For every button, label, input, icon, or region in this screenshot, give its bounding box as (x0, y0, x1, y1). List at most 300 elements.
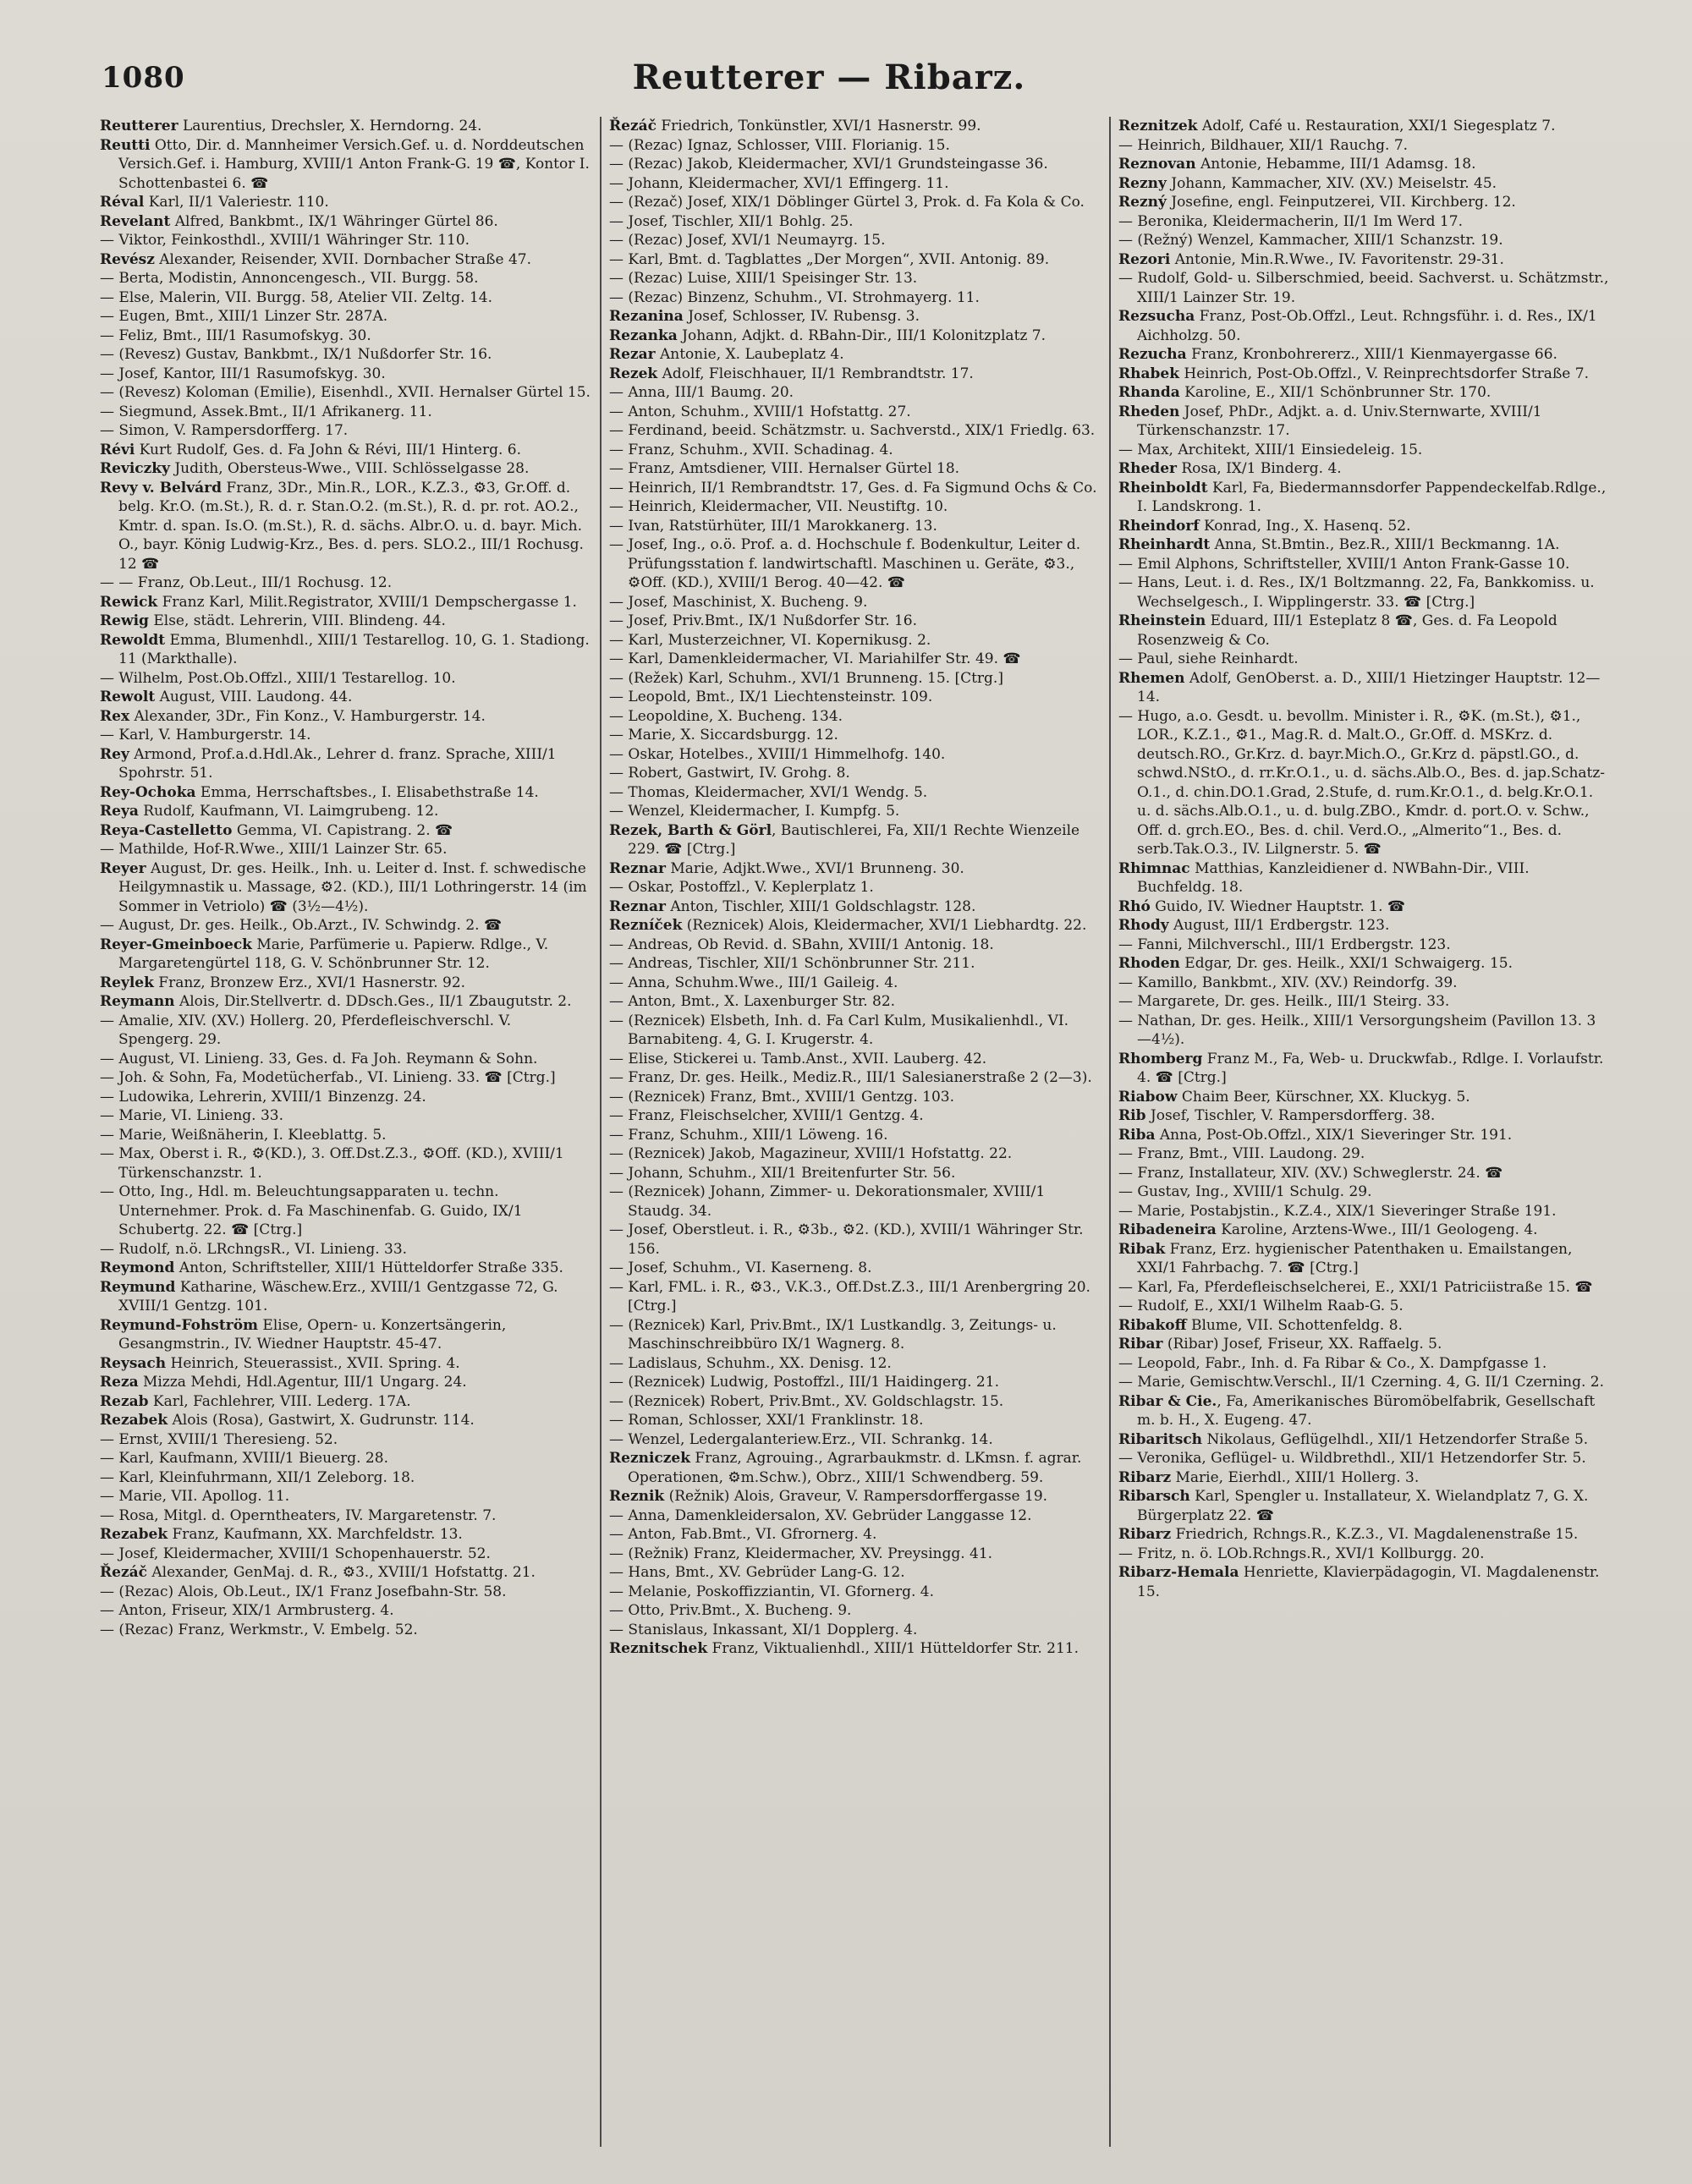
entry-surname: Reymann (100, 993, 175, 1010)
entry-details: — Andreas, Tischler, XII/1 Schönbrunner Str. 211. (609, 955, 975, 972)
entry-details: — (Revesz) Gustav, Bankbmt., IX/1 Nußdorfer Str. 16. (100, 346, 492, 363)
directory-entry (100, 1088, 591, 1107)
entry-surname: Rezanka (609, 327, 678, 344)
directory-entry (609, 1506, 1100, 1526)
entry-details: Anton, Schriftsteller, XIII/1 Hütteldorfer Straße 335. (174, 1259, 563, 1276)
entry-surname: Ribar & Cie. (1118, 1392, 1217, 1410)
entry-details: — (Režný) Wenzel, Kammacher, XIII/1 Schanzstr. 19. (1118, 232, 1503, 249)
directory-entry (1118, 117, 1609, 136)
entry-details: — Feliz, Bmt., III/1 Rasumofskyg. 30. (100, 327, 371, 344)
entry-surname: Rezníček (609, 917, 683, 934)
directory-entry (100, 193, 591, 212)
entry-details: Josef, Tischler, V. Rampersdorfferg. 38. (1145, 1107, 1436, 1124)
entry-surname: Rex (100, 707, 130, 725)
entry-details: — Franz, Schuhm., XIII/1 Löweng. 16. (609, 1126, 888, 1144)
directory-entry (100, 573, 591, 593)
entry-details: — (Rezac) Josef, XVI/1 Neumayrg. 15. (609, 232, 886, 249)
entry-details: Laurentius, Drechsler, X. Herndorng. 24. (178, 118, 482, 134)
entry-details: Johann, Kammacher, XIV. (XV.) Meiselstr. 45. (1166, 174, 1497, 192)
directory-entry (100, 1449, 591, 1468)
directory-entry (1118, 250, 1609, 270)
entry-details: Antonie, Hebamme, III/1 Adamsg. 18. (1195, 156, 1476, 173)
entry-details: — Wilhelm, Post.Ob.Offzl., XIII/1 Testarellog. 10. (100, 669, 456, 687)
entry-details: Edgar, Dr. ges. Heilk., XXI/1 Schwaigerg. 15. (1179, 955, 1513, 972)
entry-details: — Fanni, Milchverschl., III/1 Erdbergstr. 123. (1118, 936, 1451, 953)
entry-surname: Rib (1118, 1107, 1146, 1124)
entry-details: Marie, Parfümerie u. Papierw. Rdlge., V. Margaretengürtel 118, G. V. Schönbrunner Str. 12. (118, 936, 549, 972)
entry-details: Else, städt. Lehrerin, VIII. Blindeng. 44. (148, 612, 446, 629)
entry-details: — Stanislaus, Inkassant, XI/1 Dopplerg. 4. (609, 1621, 918, 1638)
directory-entry (609, 878, 1100, 897)
entry-surname: Revész (100, 250, 155, 268)
entry-details: — Johann, Schuhm., XII/1 Breitenfurter Str. 56. (609, 1164, 956, 1182)
entry-details: Josef, Schlosser, IV. Rubensg. 3. (683, 308, 920, 325)
entry-details: Chaim Beer, Kürschner, XX. Kluckyg. 5. (1177, 1088, 1470, 1106)
entry-surname: Rheden (1118, 403, 1180, 420)
directory-entry (1118, 1240, 1609, 1278)
entry-details: — Franz, Amtsdiener, VIII. Hernalser Gürtel 18. (609, 460, 960, 477)
entry-surname: Reznar (609, 897, 666, 915)
directory-entry (100, 1126, 591, 1145)
directory-entry (609, 802, 1100, 821)
directory-entry (100, 936, 591, 974)
entry-surname: Revelant (100, 212, 171, 230)
directory-entry (100, 345, 591, 365)
directory-entry (100, 1411, 591, 1430)
directory-entry (609, 1354, 1100, 1374)
entry-details: — (Reznicek) Jakob, Magazineur, XVIII/1 Hofstattg. 22. (609, 1145, 1013, 1162)
directory-entry (1118, 174, 1609, 194)
directory-entry (609, 383, 1100, 403)
directory-entry (100, 117, 591, 136)
entry-details: Alois (Rosa), Gastwirt, X. Gudrunstr. 114. (168, 1412, 475, 1429)
entry-details: — Rudolf, E., XXI/1 Wilhelm Raab-G. 5. (1118, 1298, 1404, 1314)
directory-entry (1118, 1221, 1609, 1240)
entry-surname: Reznik (609, 1488, 665, 1505)
entry-surname: Rhoden (1118, 955, 1180, 972)
directory-entry (1118, 1088, 1609, 1107)
entry-details: — (Rezac) Jakob, Kleidermacher, XVI/1 Grundsteingasse 36. (609, 156, 1048, 173)
entry-surname: Řezáč (609, 118, 656, 134)
entry-details: — Thomas, Kleidermacher, XVI/1 Wendg. 5. (609, 783, 928, 801)
page-number: 1080 (102, 61, 185, 95)
entry-details: — Josef, Tischler, XII/1 Bohlg. 25. (609, 212, 854, 230)
entry-surname: Rheder (1118, 460, 1177, 477)
entry-details: — (Rezac) Luise, XIII/1 Speisinger Str. 13. (609, 270, 918, 287)
entry-details: Henriette, Klavierpädagogin, VI. Magdalenenstr. 15. (1137, 1564, 1600, 1600)
directory-entry (609, 1259, 1100, 1278)
directory-entry (1118, 212, 1609, 232)
entry-details: (Reznicek) Alois, Kleidermacher, XVI/1 Liebhardtg. 22. (682, 917, 1087, 934)
directory-entry (609, 1126, 1100, 1145)
entry-surname: Rezny (1118, 174, 1167, 192)
directory-entry (609, 1183, 1100, 1221)
directory-entry (1118, 1050, 1609, 1088)
directory-entry (1118, 479, 1609, 517)
directory-entry (609, 764, 1100, 783)
directory-entry (100, 479, 591, 574)
directory-entry (100, 593, 591, 612)
entry-surname: Rezabek (100, 1412, 168, 1429)
entry-details: — Joh. & Sohn, Fa, Modetücherfab., VI. Linieng. 33. ☎ [Ctrg.] (100, 1069, 556, 1086)
directory-entry (1118, 1525, 1609, 1545)
entry-details: — Ivan, Ratstürhüter, III/1 Marokkanerg. 13. (609, 517, 937, 535)
entry-surname: Rheinboldt (1118, 479, 1208, 497)
entry-surname: Reymond (100, 1259, 175, 1276)
directory-entry (1118, 974, 1609, 993)
entry-surname: Rezab (100, 1392, 149, 1410)
directory-entry (609, 1316, 1100, 1354)
entry-details: — Simon, V. Rampersdorfferg. 17. (100, 422, 349, 439)
entry-details: — Leopold, Fabr., Inh. d. Fa Ribar & Co., X. Dampfgasse 1. (1118, 1354, 1547, 1372)
directory-entry (1118, 992, 1609, 1012)
entry-details: Heinrich, Post-Ob.Offzl., V. Reinprechtsdorfer Straße 7. (1178, 365, 1589, 382)
entry-details: Marie, Adjkt.Wwe., XVI/1 Brunneng. 30. (665, 859, 964, 877)
directory-entry (609, 345, 1100, 365)
entry-details: — Franz, Dr. ges. Heilk., Mediz.R., III/1 Salesianerstraße 2 (2—3). (609, 1069, 1092, 1086)
entry-details: — Josef, Kleidermacher, XVIII/1 Schopenhauerstr. 52. (100, 1545, 491, 1562)
directory-entry (1118, 1202, 1609, 1221)
entry-surname: Rezsucha (1118, 308, 1195, 325)
directory-entry (609, 307, 1100, 327)
entry-details: , Bautischlerei, Fa, XII/1 Rechte Wienzeile 229. ☎ [Ctrg.] (628, 821, 1080, 858)
directory-entry (1118, 1316, 1609, 1336)
entry-details: Antonie, X. Laubeplatz 4. (655, 346, 844, 363)
entry-details: — Max, Oberst i. R., ⚙(KD.), 3. Off.Dst.Z.3., ⚙Off. (KD.), XVIII/1 Türkenschanzstr. 1. (100, 1145, 564, 1182)
entry-details: — Marie, VII. Apollog. 11. (100, 1488, 290, 1505)
directory-entry (1118, 307, 1609, 345)
directory-entry (1118, 535, 1609, 555)
entry-details: — Franz, Bmt., VIII. Laudong. 29. (1118, 1145, 1365, 1162)
directory-entry (100, 1487, 591, 1506)
entry-details: Rosa, IX/1 Binderg. 4. (1176, 460, 1342, 477)
directory-entry (1118, 573, 1609, 612)
entry-surname: Reutterer (100, 118, 179, 134)
entry-surname: Rey-Ochoka (100, 783, 196, 801)
entry-surname: Rezek (609, 365, 658, 382)
entry-surname: Riba (1118, 1126, 1156, 1144)
entry-details: Alexander, GenMaj. d. R., ⚙3., XVIII/1 Hofstattg. 21. (146, 1564, 536, 1581)
column-2 (609, 117, 1100, 2147)
directory-entry (1118, 1545, 1609, 1564)
directory-entry (609, 650, 1100, 669)
directory-entry (609, 155, 1100, 174)
directory-entry (609, 783, 1100, 803)
column-3 (1118, 117, 1609, 2147)
directory-entry (609, 1411, 1100, 1430)
directory-entry (100, 1050, 591, 1069)
directory-entry (100, 840, 591, 859)
entry-surname: Rezný (1118, 194, 1167, 211)
directory-entry (609, 726, 1100, 745)
directory-entry (100, 1621, 591, 1640)
directory-entry (609, 1621, 1100, 1640)
directory-entry (100, 136, 591, 194)
directory-entry (1118, 1392, 1609, 1430)
entry-details: Adolf, Café u. Restauration, XXI/1 Siegesplatz 7. (1197, 118, 1556, 134)
directory-entry (609, 421, 1100, 441)
entry-details: — Hans, Bmt., XV. Gebrüder Lang-G. 12. (609, 1564, 905, 1581)
entry-details: — Rosa, Mitgl. d. Operntheaters, IV. Margaretenstr. 7. (100, 1506, 497, 1524)
entry-details: — Fritz, n. ö. LOb.Rchngs.R., XVI/1 Kollburgg. 20. (1118, 1545, 1485, 1562)
directory-entry (1118, 269, 1609, 307)
entry-details: — Franz, Installateur, XIV. (XV.) Schweglerstr. 24. ☎ (1118, 1164, 1503, 1182)
directory-entry (1118, 936, 1609, 955)
entry-details: — (Reznicek) Johann, Zimmer- u. Dekorationsmaler, XVIII/1 Staudg. 34. (609, 1183, 1046, 1220)
entry-details: Josef, PhDr., Adjkt. a. d. Univ.Sternwarte, XVIII/1 Türkenschanzstr. 17. (1137, 403, 1542, 439)
directory-entry (1118, 136, 1609, 156)
entry-details: — Marie, Gemischtw.Verschl., II/1 Czerning. 4, G. II/1 Czerning. 2. (1118, 1374, 1605, 1391)
entry-surname: Reymund-Fohström (100, 1316, 259, 1334)
directory-entry (100, 1563, 591, 1583)
entry-details: — (Reznicek) Karl, Priv.Bmt., IX/1 Lustkandlg. 3, Zeitungs- u. Maschinschreibbüro IX/1 Wagnerg. 8. (609, 1316, 1057, 1353)
entry-surname: Rhomberg (1118, 1050, 1203, 1067)
entry-details: Franz, Viktualienhdl., XIII/1 Hütteldorfer Str. 211. (707, 1640, 1079, 1657)
directory-entry (609, 288, 1100, 308)
directory-entry (609, 612, 1100, 631)
entry-surname: Ribak (1118, 1240, 1166, 1258)
entry-details: Alexander, 3Dr., Fin Konz., V. Hamburgerstr. 14. (129, 707, 486, 725)
entry-details: — Max, Architekt, XIII/1 Einsiedeleig. 15. (1118, 441, 1423, 458)
directory-entry (100, 1583, 591, 1602)
directory-entry (609, 1639, 1100, 1659)
entry-details: August, Dr. ges. Heilk., Inh. u. Leiter d. Inst. f. schwedische Heilgymnastik u. Massage, ⚙2. (KD.), III/1 Lothringerstr. 14 (im Sommer in Vetriolo) ☎ (3½—4½). (118, 859, 587, 915)
entry-details: Blume, VII. Schottenfeldg. 8. (1186, 1316, 1403, 1334)
entry-details: — Karl, Bmt. d. Tagblattes „Der Morgen“, XVII. Antonig. 89. (609, 250, 1050, 268)
entry-details: — Josef, Oberstleut. i. R., ⚙3b., ⚙2. (KD.), XVIII/1 Währinger Str. 156. (609, 1221, 1084, 1258)
entry-details: Emma, Herrschaftsbes., I. Elisabethstraße 14. (195, 783, 539, 801)
entry-details: — Rudolf, Gold- u. Silberschmied, beeid. Sachverst. u. Schätzmstr., XIII/1 Lainzer Str. 19. (1118, 270, 1609, 306)
directory-entry (609, 631, 1100, 650)
entry-details: — Viktor, Feinkosthdl., XVIII/1 Währinger Str. 110. (100, 232, 470, 249)
directory-entry (609, 1545, 1100, 1564)
entry-details: — Heinrich, Kleidermacher, VII. Neustiftg. 10. (609, 498, 948, 515)
entry-details: — Ludowika, Lehrerin, XVIII/1 Binzenzg. 24. (100, 1088, 426, 1106)
directory-entry (1118, 441, 1609, 460)
entry-details: — Andreas, Ob Revid. d. SBahn, XVIII/1 Antonig. 18. (609, 936, 994, 953)
entry-surname: Rewick (100, 593, 158, 611)
entry-surname: Reya (100, 803, 139, 820)
entry-details: Karl, Fa, Biedermannsdorfer Pappendeckelfab.Rdlge., I. Landskrong. 1. (1137, 479, 1607, 515)
directory-entry (100, 1545, 591, 1564)
entry-surname: Revy v. Belvárd (100, 479, 222, 497)
directory-entry (1118, 383, 1609, 403)
entry-details: Johann, Adjkt. d. RBahn-Dir., III/1 Kolonitzplatz 7. (677, 327, 1046, 344)
entry-details: — Siegmund, Assek.Bmt., II/1 Afrikanerg. 11. (100, 403, 432, 420)
entry-details: — Leopold, Bmt., IX/1 Liechtensteinstr. 109. (609, 689, 933, 705)
directory-entry (100, 1278, 591, 1316)
directory-entry (609, 821, 1100, 859)
directory-entry (609, 212, 1100, 232)
entry-details: — Veronika, Geflügel- u. Wildbrethdl., XII/1 Hetzendorfer Str. 5. (1118, 1450, 1586, 1467)
entry-details: — Karl, FML. i. R., ⚙3., V.K.3., Off.Dst.Z.3., III/1 Arenbergring 20. [Ctrg.] (609, 1278, 1090, 1314)
entry-details: — (Reznicek) Franz, Bmt., XVIII/1 Gentzg. 103. (609, 1088, 954, 1106)
directory-entry (100, 802, 591, 821)
entry-surname: Rewolt (100, 689, 156, 705)
entry-details: Josefine, engl. Feinputzerei, VII. Kirchberg. 12. (1166, 194, 1516, 211)
entry-details: Karl, Fachlehrer, VIII. Lederg. 17A. (148, 1392, 411, 1410)
entry-surname: Reymund (100, 1278, 176, 1296)
entry-surname: Rhimnac (1118, 859, 1190, 877)
entry-details: — Anton, Fab.Bmt., VI. Gfrornerg. 4. (609, 1526, 877, 1543)
directory-entry (100, 1373, 591, 1392)
directory-entry (1118, 155, 1609, 174)
directory-entry (609, 1050, 1100, 1069)
directory-entry (609, 1164, 1100, 1183)
entry-details: Alfred, Bankbmt., IX/1 Währinger Gürtel 86. (170, 212, 498, 230)
entry-surname: Řezáč (100, 1564, 147, 1581)
directory-entry (1118, 650, 1609, 669)
entry-details: — — Franz, Ob.Leut., III/1 Rochusg. 12. (100, 574, 393, 591)
entry-details: Eduard, III/1 Esteplatz 8 ☎, Ges. d. Fa Leopold Rosenzweig & Co. (1137, 612, 1557, 649)
entry-details: — Anna, Schuhm.Wwe., III/1 Gaileig. 4. (609, 974, 898, 991)
directory-entry (609, 1012, 1100, 1050)
entry-details: Friedrich, Tonkünstler, XVI/1 Hasnerstr. 99. (656, 118, 981, 134)
directory-entry (609, 745, 1100, 765)
entry-details: — Eugen, Bmt., XIII/1 Linzer Str. 287A. (100, 308, 388, 325)
directory-entry (609, 1278, 1100, 1316)
entry-surname: Ribakoff (1118, 1316, 1187, 1334)
directory-entry (100, 1354, 591, 1374)
directory-entry (100, 631, 591, 669)
entry-details: August, III/1 Erdbergstr. 123. (1168, 917, 1390, 934)
entry-surname: Rewoldt (100, 631, 166, 649)
directory-entry (100, 403, 591, 422)
entry-surname: Riabow (1118, 1088, 1178, 1106)
entry-surname: Ribarsch (1118, 1488, 1190, 1505)
directory-entry (609, 1430, 1100, 1450)
directory-entry (1118, 365, 1609, 384)
entry-details: — Marie, X. Siccardsburgg. 12. (609, 727, 838, 744)
entry-details: — Josef, Schuhm., VI. Kaserneng. 8. (609, 1259, 872, 1276)
entry-details: Emma, Blumenhdl., XIII/1 Testarellog. 10, G. 1. Stadiong. 11 (Markthalle). (118, 631, 590, 667)
entry-details: — Marie, VI. Linieng. 33. (100, 1107, 284, 1124)
entry-details: — Ladislaus, Schuhm., XX. Denisg. 12. (609, 1354, 892, 1372)
entry-details: — Oskar, Hotelbes., XVIII/1 Himmelhofg. 140. (609, 745, 946, 763)
directory-entry (609, 992, 1100, 1012)
directory-entry (609, 936, 1100, 955)
directory-entry (609, 497, 1100, 517)
entry-details: — Anton, Schuhm., XVIII/1 Hofstattg. 27. (609, 403, 911, 420)
directory-entry (609, 1144, 1100, 1164)
directory-entry (100, 383, 591, 403)
entry-details: — (Rezac) Franz, Werkmstr., V. Embelg. 52. (100, 1621, 418, 1638)
entry-surname: Révi (100, 441, 135, 458)
entry-details: Friedrich, Rchngs.R., K.Z.3., VI. Magdalenenstraße 15. (1171, 1526, 1579, 1543)
directory-entry (100, 707, 591, 727)
directory-entry (100, 307, 591, 327)
entry-surname: Rezek, Barth & Görl (609, 821, 772, 839)
entry-surname: Reyer-Gmeinboeck (100, 936, 252, 953)
entry-details: — Karl, V. Hamburgerstr. 14. (100, 727, 311, 744)
entry-surname: Reznar (609, 859, 666, 877)
directory-entry (100, 1144, 591, 1183)
entry-details: Franz, Erz. hygienischer Patenthaken u. Emailstangen, XXI/1 Fahrbachg. 7. ☎ [Ctrg.] (1137, 1240, 1573, 1276)
entry-details: (Režnik) Alois, Graveur, V. Rampersdorffergasse 19. (664, 1488, 1048, 1505)
directory-entry (100, 365, 591, 384)
entry-details: Anna, St.Bmtin., Bez.R., XIII/1 Beckmanng. 1A. (1210, 536, 1560, 553)
directory-entry (609, 1583, 1100, 1602)
entry-details: Anna, Post-Ob.Offzl., XIX/1 Sieveringer Str. 191. (1155, 1126, 1513, 1144)
entry-details: — Roman, Schlosser, XXI/1 Franklinstr. 18. (609, 1412, 924, 1429)
entry-details: — Wenzel, Ledergalanteriew.Erz., VII. Schrankg. 14. (609, 1430, 993, 1448)
entry-details: Kurt Rudolf, Ges. d. Fa John & Révi, III/1 Hinterg. 6. (135, 441, 521, 458)
directory-entry (609, 954, 1100, 974)
directory-entry (609, 974, 1100, 993)
directory-entry (1118, 403, 1609, 441)
directory-entry (1118, 345, 1609, 365)
directory-entry (609, 479, 1100, 498)
entry-details: Franz, Post-Ob.Offzl., Leut. Rchngsführ. i. d. Res., IX/1 Aichholzg. 50. (1137, 308, 1597, 344)
entry-details: Judith, Obersteus-Wwe., VIII. Schlösselgasse 28. (169, 460, 530, 477)
entry-details: Anton, Tischler, XIII/1 Goldschlagstr. 128. (665, 897, 976, 915)
entry-details: Matthias, Kanzleidiener d. NWBahn-Dir., VIII. Buchfeldg. 18. (1137, 859, 1530, 896)
entry-details: — Emil Alphons, Schriftsteller, XVIII/1 Anton Frank-Gasse 10. (1118, 555, 1570, 573)
entry-details: — Melanie, Poskoffizziantin, VI. Gfornerg. 4. (609, 1583, 934, 1600)
directory-entry (609, 1487, 1100, 1506)
entry-surname: Rey (100, 745, 129, 763)
directory-entry (609, 1525, 1100, 1545)
directory-entry (609, 1106, 1100, 1126)
entry-surname: Reutti (100, 136, 151, 154)
entry-details: — Mathilde, Hof-R.Wwe., XIII/1 Lainzer Str. 65. (100, 841, 448, 858)
entry-details: — (Režek) Karl, Schuhm., XVI/1 Brunneng. 15. [Ctrg.] (609, 669, 1003, 687)
entry-details: Adolf, GenOberst. a. D., XIII/1 Hietzinger Hauptstr. 12—14. (1137, 669, 1601, 705)
entry-surname: Ribadeneira (1118, 1221, 1217, 1238)
directory-entry (100, 421, 591, 441)
directory-entry (1118, 669, 1609, 707)
entry-details: — Josef, Priv.Bmt., IX/1 Nußdorfer Str. 16. (609, 612, 918, 629)
entry-details: — (Reznicek) Ludwig, Postoffzl., III/1 Haidingerg. 21. (609, 1374, 999, 1391)
directory-entry (100, 1601, 591, 1621)
entry-surname: Reya-Castelletto (100, 821, 233, 839)
entry-details: — Else, Malerin, VII. Burgg. 58, Atelier VII. Zeltg. 14. (100, 288, 493, 306)
directory-entry (1118, 916, 1609, 936)
entry-details: Alexander, Reisender, XVII. Dornbacher Straße 47. (154, 250, 532, 268)
directory-entry (609, 327, 1100, 346)
entry-surname: Reza (100, 1374, 139, 1391)
entry-details: Armond, Prof.a.d.Hdl.Ak., Lehrer d. franz. Sprache, XIII/1 Spohrstr. 51. (118, 745, 557, 782)
entry-details: — Marie, Postabjstin., K.Z.4., XIX/1 Sieveringer Straße 191. (1118, 1202, 1557, 1220)
entry-details: Guido, IV. Wiedner Hauptstr. 1. ☎ (1150, 897, 1406, 915)
directory-entry (1118, 1144, 1609, 1164)
entry-details: — Margarete, Dr. ges. Heilk., III/1 Steirg. 33. (1118, 993, 1450, 1010)
directory-entry (1118, 555, 1609, 574)
directory-entry (609, 193, 1100, 212)
directory-entry (100, 1106, 591, 1126)
directory-entry (100, 1259, 591, 1278)
directory-entry (1118, 517, 1609, 536)
directory-entry (609, 707, 1100, 727)
entry-details: — (Rezac) Ignaz, Schlosser, VIII. Florianig. 15. (609, 136, 950, 154)
directory-entry (100, 1012, 591, 1050)
entry-details: Gemma, VI. Capistrang. 2. ☎ (232, 821, 453, 839)
entry-details: Karl, II/1 Valeriestr. 110. (144, 194, 329, 211)
entry-details: — Paul, siehe Reinhardt. (1118, 650, 1299, 667)
directory-entry (1118, 707, 1609, 859)
directory-entry (1118, 897, 1609, 917)
entry-details: — Ferdinand, beeid. Schätzmstr. u. Sachverstd., XIX/1 Friedlg. 63. (609, 422, 1096, 439)
directory-entry (1118, 612, 1609, 650)
directory-entry (609, 669, 1100, 689)
directory-entry (1118, 859, 1609, 897)
entry-surname: Rezori (1118, 250, 1171, 268)
directory-entry (100, 231, 591, 250)
directory-entry (1118, 1468, 1609, 1488)
entry-surname: Rewig (100, 612, 149, 629)
column-divider (1109, 117, 1111, 2147)
directory-entry (609, 269, 1100, 288)
